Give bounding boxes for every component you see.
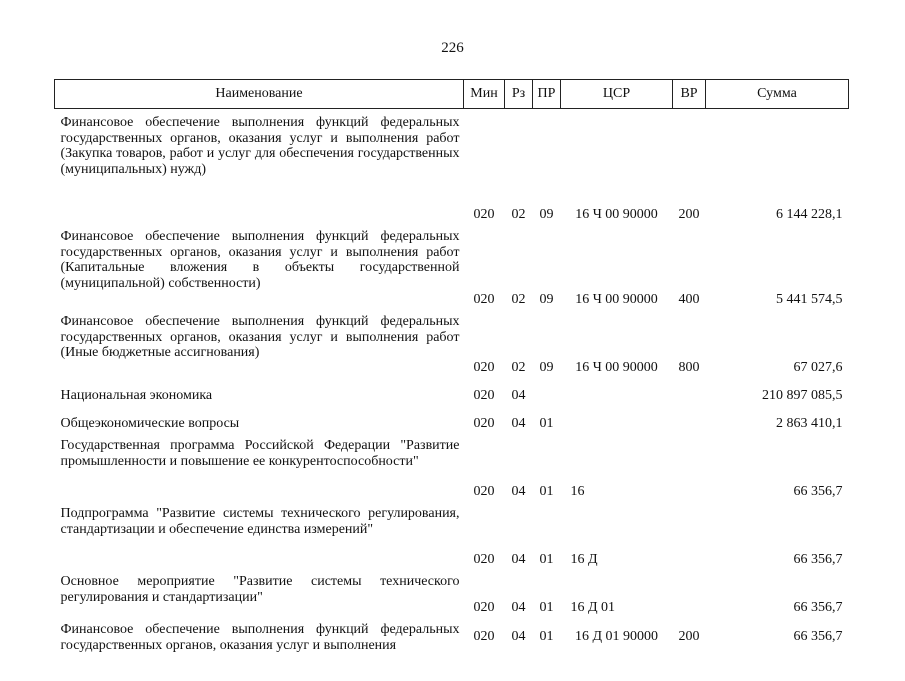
table-row [55,376,849,404]
row-csr [561,404,673,432]
row-csr: 16 Ч 00 90000 [575,292,658,308]
row-rz: 04 [511,552,526,568]
table-row [55,223,849,308]
row-pr: 01 [539,629,554,644]
row-rz: 04 [511,388,526,404]
row-min: 020 [473,629,495,644]
row-rz: 04 [511,416,526,432]
row-csr: 16 Ч 00 90000 [575,207,658,223]
row-csr: 16 [570,484,585,500]
table-header-row [55,80,849,109]
row-sum: 66 356,7 [793,600,843,616]
row-sum: 5 441 574,5 [776,292,843,308]
row-vr [673,568,706,616]
row-rz: 02 [511,207,526,223]
header-vr: ВР [673,80,706,109]
row-pr [533,376,561,404]
header-pr: ПР [533,80,561,109]
header-csr: ЦСР [561,80,673,109]
table-row [55,568,849,616]
row-min: 020 [473,360,495,376]
row-vr: 400 [678,292,700,308]
row-pr: 01 [539,484,554,500]
row-rz: 02 [511,292,526,308]
row-rz: 04 [511,600,526,616]
row-pr: 09 [539,292,554,308]
row-name: Национальная экономика [60,388,213,404]
row-min: 020 [473,484,495,500]
row-name: Финансовое обеспечение выполнения функций федеральных государственных органов, оказания услуг и выполнения работ (Капитальные вложения в объекты государственной (муниципальной) собственности) [60,229,460,291]
row-vr [673,404,706,432]
row-min: 020 [473,388,495,404]
table-row [55,308,849,376]
table-row [55,500,849,568]
row-sum: 66 356,7 [793,629,843,644]
row-rz: 04 [511,629,526,644]
row-sum: 2 863 410,1 [776,416,843,432]
row-sum: 66 356,7 [793,484,843,500]
row-pr: 09 [539,207,554,223]
table-row [55,616,849,681]
row-csr: 16 Ч 00 90000 [575,360,658,376]
table-row [55,109,849,224]
row-sum: 210 897 085,5 [762,388,843,404]
header-sum: Сумма [706,80,849,109]
row-name: Финансовое обеспечение выполнения функций федеральных государственных органов, оказания услуг и выполнения [60,622,460,653]
row-min: 020 [473,552,495,568]
row-vr: 200 [678,207,700,223]
row-min: 020 [473,416,495,432]
row-rz: 04 [511,484,526,500]
row-csr [561,376,673,404]
row-vr: 800 [678,360,700,376]
row-pr: 09 [539,360,554,376]
row-name: Финансовое обеспечение выполнения функций федеральных государственных органов, оказания услуг и выполнения работ (Закупка товаров, работ и услуг для обеспечения государственных (муниципальных) нужд) [60,115,460,177]
row-csr: 16 Д 01 90000 [574,629,659,644]
row-name: Основное мероприятие "Развитие системы технического регулирования и стандартизации" [60,574,460,605]
row-vr [673,500,706,568]
row-csr: 16 Д [570,552,598,568]
row-name: Общеэкономические вопросы [60,416,240,432]
row-name: Подпрограмма "Развитие системы технического регулирования, стандартизации и обеспечение единства измерений" [60,506,460,537]
row-vr [673,432,706,500]
row-vr [673,376,706,404]
row-pr: 01 [539,600,554,616]
row-min: 020 [473,292,495,308]
row-pr: 01 [539,552,554,568]
row-min: 020 [473,207,495,223]
row-sum: 6 144 228,1 [776,207,843,223]
table-row [55,404,849,432]
table-row [55,432,849,500]
row-sum: 67 027,6 [793,360,843,376]
row-rz: 02 [511,360,526,376]
budget-table [54,79,849,681]
header-name: Наименование [55,80,464,109]
header-rz: Рз [505,80,533,109]
row-pr: 01 [539,416,554,432]
header-min: Мин [464,80,505,109]
row-sum: 66 356,7 [793,552,843,568]
row-name: Финансовое обеспечение выполнения функций федеральных государственных органов, оказания услуг и выполнения работ (Иные бюджетные ассигнования) [60,314,460,361]
row-name: Государственная программа Российской Федерации "Развитие промышленности и повышение ее конкурентоспособности" [60,438,460,469]
page-number: 226 [441,40,464,56]
row-csr: 16 Д 01 [570,600,616,616]
row-min: 020 [473,600,495,616]
row-vr: 200 [678,629,700,644]
